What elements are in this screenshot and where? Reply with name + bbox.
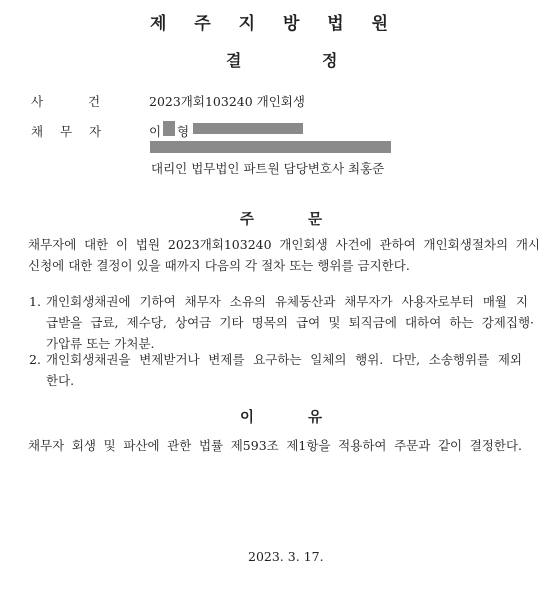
order-item-1-line3: 가압류 또는 가처분. (46, 336, 155, 351)
case-label-first-char: 사 (31, 94, 44, 109)
order-item-1-line2: 급받을 급료, 제수당, 상여금 기타 명목의 급여 및 퇴직금에 대하여 하는 강제집행· (46, 315, 534, 330)
debtor-label-third-char: 자 (89, 124, 102, 139)
redaction-block-address (150, 141, 391, 153)
document-type-second-char: 정 (322, 51, 338, 70)
decision-date: 2023. 3. 17. (248, 549, 324, 564)
debtor-label-first-char: 채 (31, 124, 44, 139)
debtor-name-last-char: 형 (177, 124, 190, 139)
representative: 대리인 법무법인 파트원 담당변호사 최홍준 (151, 161, 385, 176)
order-item-2-line2: 한다. (46, 373, 75, 388)
redaction-block-id (193, 123, 303, 134)
order-item-2-line1: 개인회생채권을 변제받거나 변제를 요구하는 일체의 행위. 다만, 소송행위를 제외 (46, 352, 522, 367)
order-item-1-number: 1. (29, 294, 41, 309)
redaction-block-name (163, 121, 175, 136)
reason-title-first-char: 이 (240, 409, 255, 426)
order-intro-line2: 신청에 대한 결정이 있을 때까지 다음의 각 절차 또는 행위를 금지한다. (28, 258, 410, 273)
case-label-second-char: 건 (88, 94, 101, 109)
debtor-label-second-char: 무 (60, 124, 73, 139)
reason-title-second-char: 유 (308, 409, 323, 426)
order-title-first-char: 주 (240, 211, 255, 228)
order-item-2-number: 2. (29, 352, 41, 367)
debtor-name-first-char: 이 (149, 124, 162, 139)
order-title-second-char: 문 (308, 211, 323, 228)
case-number: 2023개회103240 개인회생 (149, 94, 305, 109)
order-item-1-line1: 개인회생채권에 기하여 채무자 소유의 유체동산과 채무자가 사용자로부터 매월 지 (46, 294, 528, 309)
document-type-first-char: 결 (226, 51, 242, 70)
reason-text: 채무자 회생 및 파산에 관한 법률 제593조 제1항을 적용하여 주문과 같이 결정한다. (28, 438, 522, 453)
order-intro-line1: 채무자에 대한 이 법원 2023개회103240 개인회생 사건에 관하여 개인회생절차의 개시 (28, 237, 540, 252)
court-name: 제 주 지 방 법 원 (149, 14, 400, 34)
